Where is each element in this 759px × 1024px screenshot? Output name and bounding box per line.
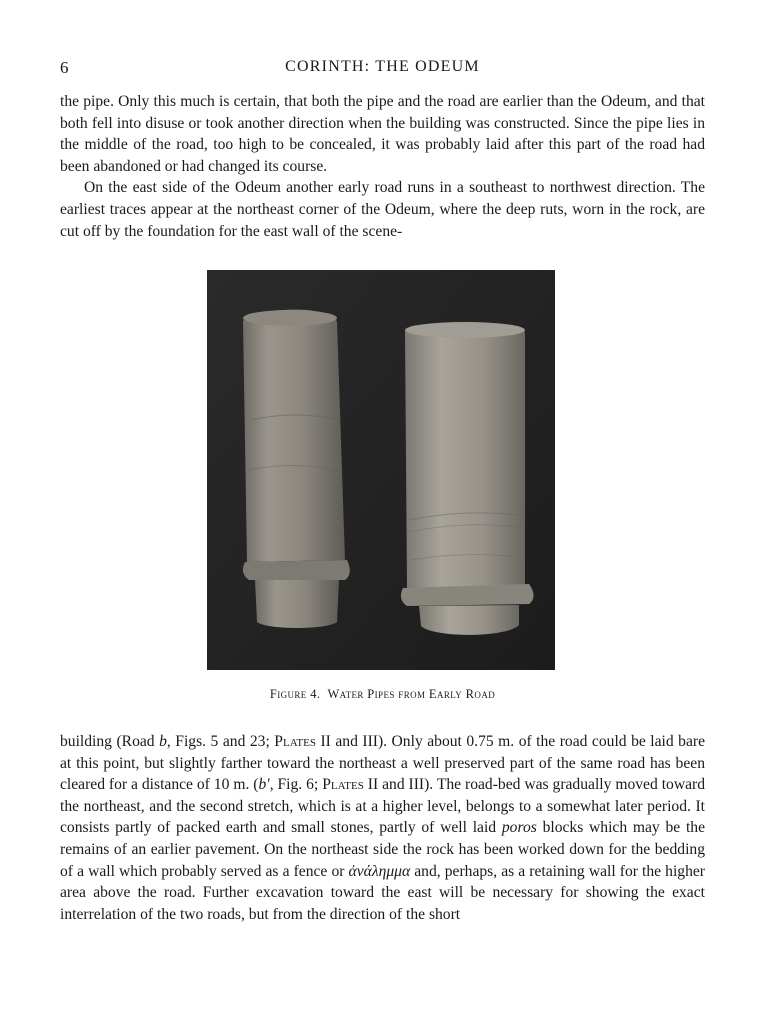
- paragraph: [60, 731, 705, 925]
- figure-label: Figure 4.: [269, 687, 321, 701]
- text-run: II and III). Only about 0.75 m. of the road could be laid bare at this point, but slightly farther toward the northeast a well preserved part of the same road has been cleared for a distance of 10 m. (: [60, 733, 706, 794]
- figure-caption-text: Water Pipes from Early Road: [327, 687, 496, 701]
- paragraph: the pipe. Only this much is certain, that both the pipe and the road are earlier than the Odeum, and that both fell into disuse or took another direction when the building was constructed. Since the pipe lies in the middle of the road, too high to be concealed, it was probably laid after this part of the road had been abandoned or had changed its course.: [60, 93, 705, 175]
- greek-word: ἀνάλημμα: [348, 862, 411, 880]
- italic-run: poros: [501, 819, 537, 837]
- small-caps-run: Plates: [274, 733, 316, 750]
- text-run: building (Road: [60, 733, 160, 750]
- text-run: , Fig. 6;: [269, 776, 323, 794]
- small-caps-run: Plates: [322, 776, 364, 794]
- page-number: 6: [60, 58, 69, 77]
- running-title: CORINTH: THE ODEUM: [285, 58, 480, 75]
- text-run: and, perhaps, as a retaining wall for the higher area above the road. Further excavation toward the east will be necessary for showing the exact interrelation of the two roads, but from the direction of the short: [60, 862, 705, 923]
- figure-caption: [60, 687, 705, 702]
- figure-photo-water-pipes: [207, 270, 555, 670]
- text-run: blocks which may be the remains of an earlier pavement. On the northeast side the rock has been worked down for the bedding of a wall which probably served as a fence or: [60, 819, 706, 880]
- water-pipes-photo: [207, 270, 555, 670]
- text-run: , Figs. 5 and 23;: [166, 733, 275, 750]
- right-pipe: [401, 322, 534, 635]
- italic-run: b′: [258, 776, 270, 794]
- body-text-bottom: [60, 731, 705, 925]
- page-header: [60, 58, 705, 80]
- paragraph: On the east side of the Odeum another early road runs in a southeast to northwest direction. The earliest traces appear at the northeast corner of the Odeum, where the deep ruts, worn in the rock, are cut off by the foundation for the east wall of the scene-: [60, 179, 705, 240]
- italic-run: b: [159, 733, 167, 750]
- text-run: II and III). The road-bed was gradually moved toward the northeast, and the second stretch, which is at a higher level, belongs to a somewhat later period. It consists partly of packed earth and small stones, partly of well laid: [60, 776, 705, 837]
- body-text-top: [60, 91, 705, 242]
- left-pipe: [243, 310, 350, 628]
